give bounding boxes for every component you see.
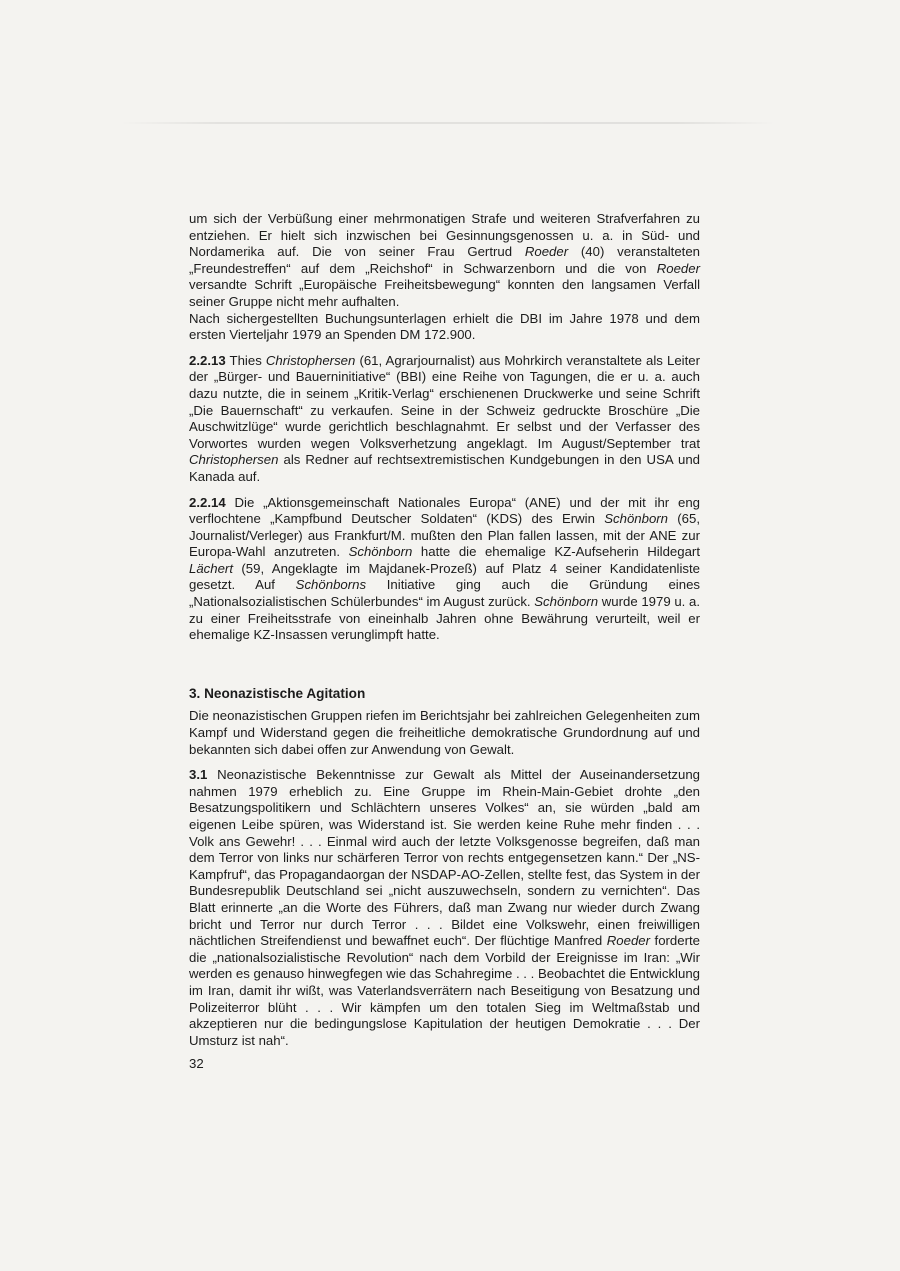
text-run: Nach sichergestellten Buchungsunterlagen erhielt die DBI im Jahre 1978 und dem ersten Vierteljahr 1979 an Spenden DM 172.900.: [189, 310, 700, 343]
italic-name: Christophersen: [189, 452, 279, 468]
scan-edge-line: [120, 122, 775, 124]
paragraph: [189, 311, 700, 344]
text-run: um sich der Verbüßung einer mehrmonatigen Strafe und weiteren Strafverfahren zu entziehen. Er hielt sich inzwischen bei Gesinnungsgenossen u. a. in Süd- und Nordamerika auf. Die von seiner Frau Gertrud: [189, 211, 700, 260]
italic-name: Schönborns: [295, 577, 367, 593]
italic-name: Roeder: [656, 260, 700, 276]
paragraph-2-2-14: [189, 495, 700, 644]
paragraph-number: 3.1: [189, 767, 208, 783]
section-heading: 3. Neonazistische Agitation: [189, 685, 366, 701]
italic-name: Schönborn: [534, 594, 599, 610]
text-run: (40) veranstalteten „Freundestreffen“ auf dem „Reichshof“ in Schwarzenborn und die von: [189, 244, 701, 276]
text-run: Thies: [229, 352, 266, 368]
italic-name: Roeder: [606, 933, 651, 949]
text-run: wurde 1979 u. a. zu einer Freiheitsstrafe von eineinhalb Jahren ohne Bewährung verurteilt, weil er ehemalige KZ-Insassen verunglimpft hatte.: [189, 594, 700, 643]
italic-name: Christophersen: [265, 352, 356, 368]
text-run: (61, Agrarjournalist) aus Mohrkirch veranstaltete als Leiter der „Bürger- und Bauerninitiative“ (BBI) eine Reihe von Tagungen, die er u. a. auch dazu nutzte, die in seinem „Kritik-Verlag“ erschienenen Druckwerke und seine Schrift „Die Bauernschaft“ zu verkaufen. Seine in der Schweiz gedruckte Broschüre „Die Auschwitzlüge“ wurde gerichtlich beschlagnahmt. Er selbst und der Verfasser des Vorwortes wurden wegen Volksverhetzung angeklagt. Im August/September trat: [189, 352, 700, 451]
italic-name: Lächert: [189, 560, 233, 576]
text-run: hatte die ehemalige KZ-Aufseherin Hildegart: [412, 544, 700, 560]
text-run: (59, Angeklagte im Majdanek-Prozeß) auf Platz 4 seiner Kandidatenliste gesetzt. Auf: [189, 560, 700, 593]
text-run: als Redner auf rechtsextremistischen Kundgebungen in den USA und Kanada auf.: [189, 452, 700, 484]
text-run: forderte die „nationalsozialistische Revolution“ nach dem Vorbild der Ereignisse im Iran: „Wir werden es genauso hinwegfegen wie das Schahregime . . . Beobachtet die Entwicklung im Iran, damit ihr wißt, was Vaterlandsverrätern nach Beseitigung von Besatzung und Polizeiterror blüht . . . Wir kämpfen um den totalen Sieg im Weltmaßstab und akzeptieren nur die bedingungslose Kapitulation der heutigen Demokratie . . . Der Umsturz ist nah“.: [189, 933, 700, 1048]
text-run: Initiative ging auch die Gründung eines „Nationalsozialistischen Schülerbundes“ im August zurück.: [189, 577, 701, 610]
paragraph-number: 2.2.13: [189, 352, 226, 368]
paragraph-2-2-13: [189, 353, 700, 486]
document-page: [189, 211, 700, 1049]
paragraph: [189, 211, 700, 311]
paragraph-number: 2.2.14: [189, 494, 226, 510]
page-number: 32: [189, 1056, 204, 1071]
text-run: (65, Journalist/Verleger) aus Frankfurt/M. mußten den Plan fallen lassen, mit der ANE zur Europa-Wahl anzutreten.: [189, 511, 701, 560]
text-run: versandte Schrift „Europäische Freiheitsbewegung“ konnten den langsamen Verfall seiner Gruppe nicht mehr aufhalten.: [189, 277, 700, 309]
paragraph-3-1: [189, 767, 700, 1049]
text-run: Neonazistische Bekenntnisse zur Gewalt als Mittel der Auseinandersetzung nahmen 1979 erheblich zu. Eine Gruppe im Rhein-Main-Gebiet drohte „den Besatzungspolitikern und Schlächtern unseres Volkes“ an, sie würden „bald am eigenen Leibe spüren, was Widerstand ist. Sie werden keine Ruhe mehr finden . . . Volk ans Gewehr! . . . Einmal wird auch der letzte Volksgenosse begreifen, daß man dem Terror von links nur schärferen Terror von rechts entgegensetzen kann.“ Der „NS-Kampfruf“, das Propagandaorgan der NSDAP-AO-Zellen, stellte fest, das System in der Bundesrepublik Deutschland sei „nicht auszuwechseln, sondern zu vernichten“. Das Blatt erinnerte „an die Worte des Führers, daß man Zwang nur wieder durch Zwang bricht und Terror nur durch Terror . . . Bildet eine Volkswehr, einen freiwilligen nächtlichen Streifendienst und bewaffnet euch“. Der flüchtige Manfred: [189, 767, 700, 949]
italic-name: Schönborn: [348, 544, 413, 560]
italic-name: Roeder: [524, 244, 569, 260]
italic-name: Schönborn: [604, 511, 669, 527]
text-run: Die „Aktionsgemeinschaft Nationales Europa“ (ANE) und der mit ihr eng verflochtene „Kampfbund Deutscher Soldaten“ (KDS) des Erwin: [189, 494, 700, 527]
text-run: Die neonazistischen Gruppen riefen im Berichtsjahr bei zahlreichen Gelegenheiten zum Kampf und Widerstand gegen die freiheitliche demokratische Grundordnung auf und bekannten sich dabei offen zur Anwendung von Gewalt.: [189, 708, 700, 757]
section-intro-paragraph: [189, 708, 700, 758]
